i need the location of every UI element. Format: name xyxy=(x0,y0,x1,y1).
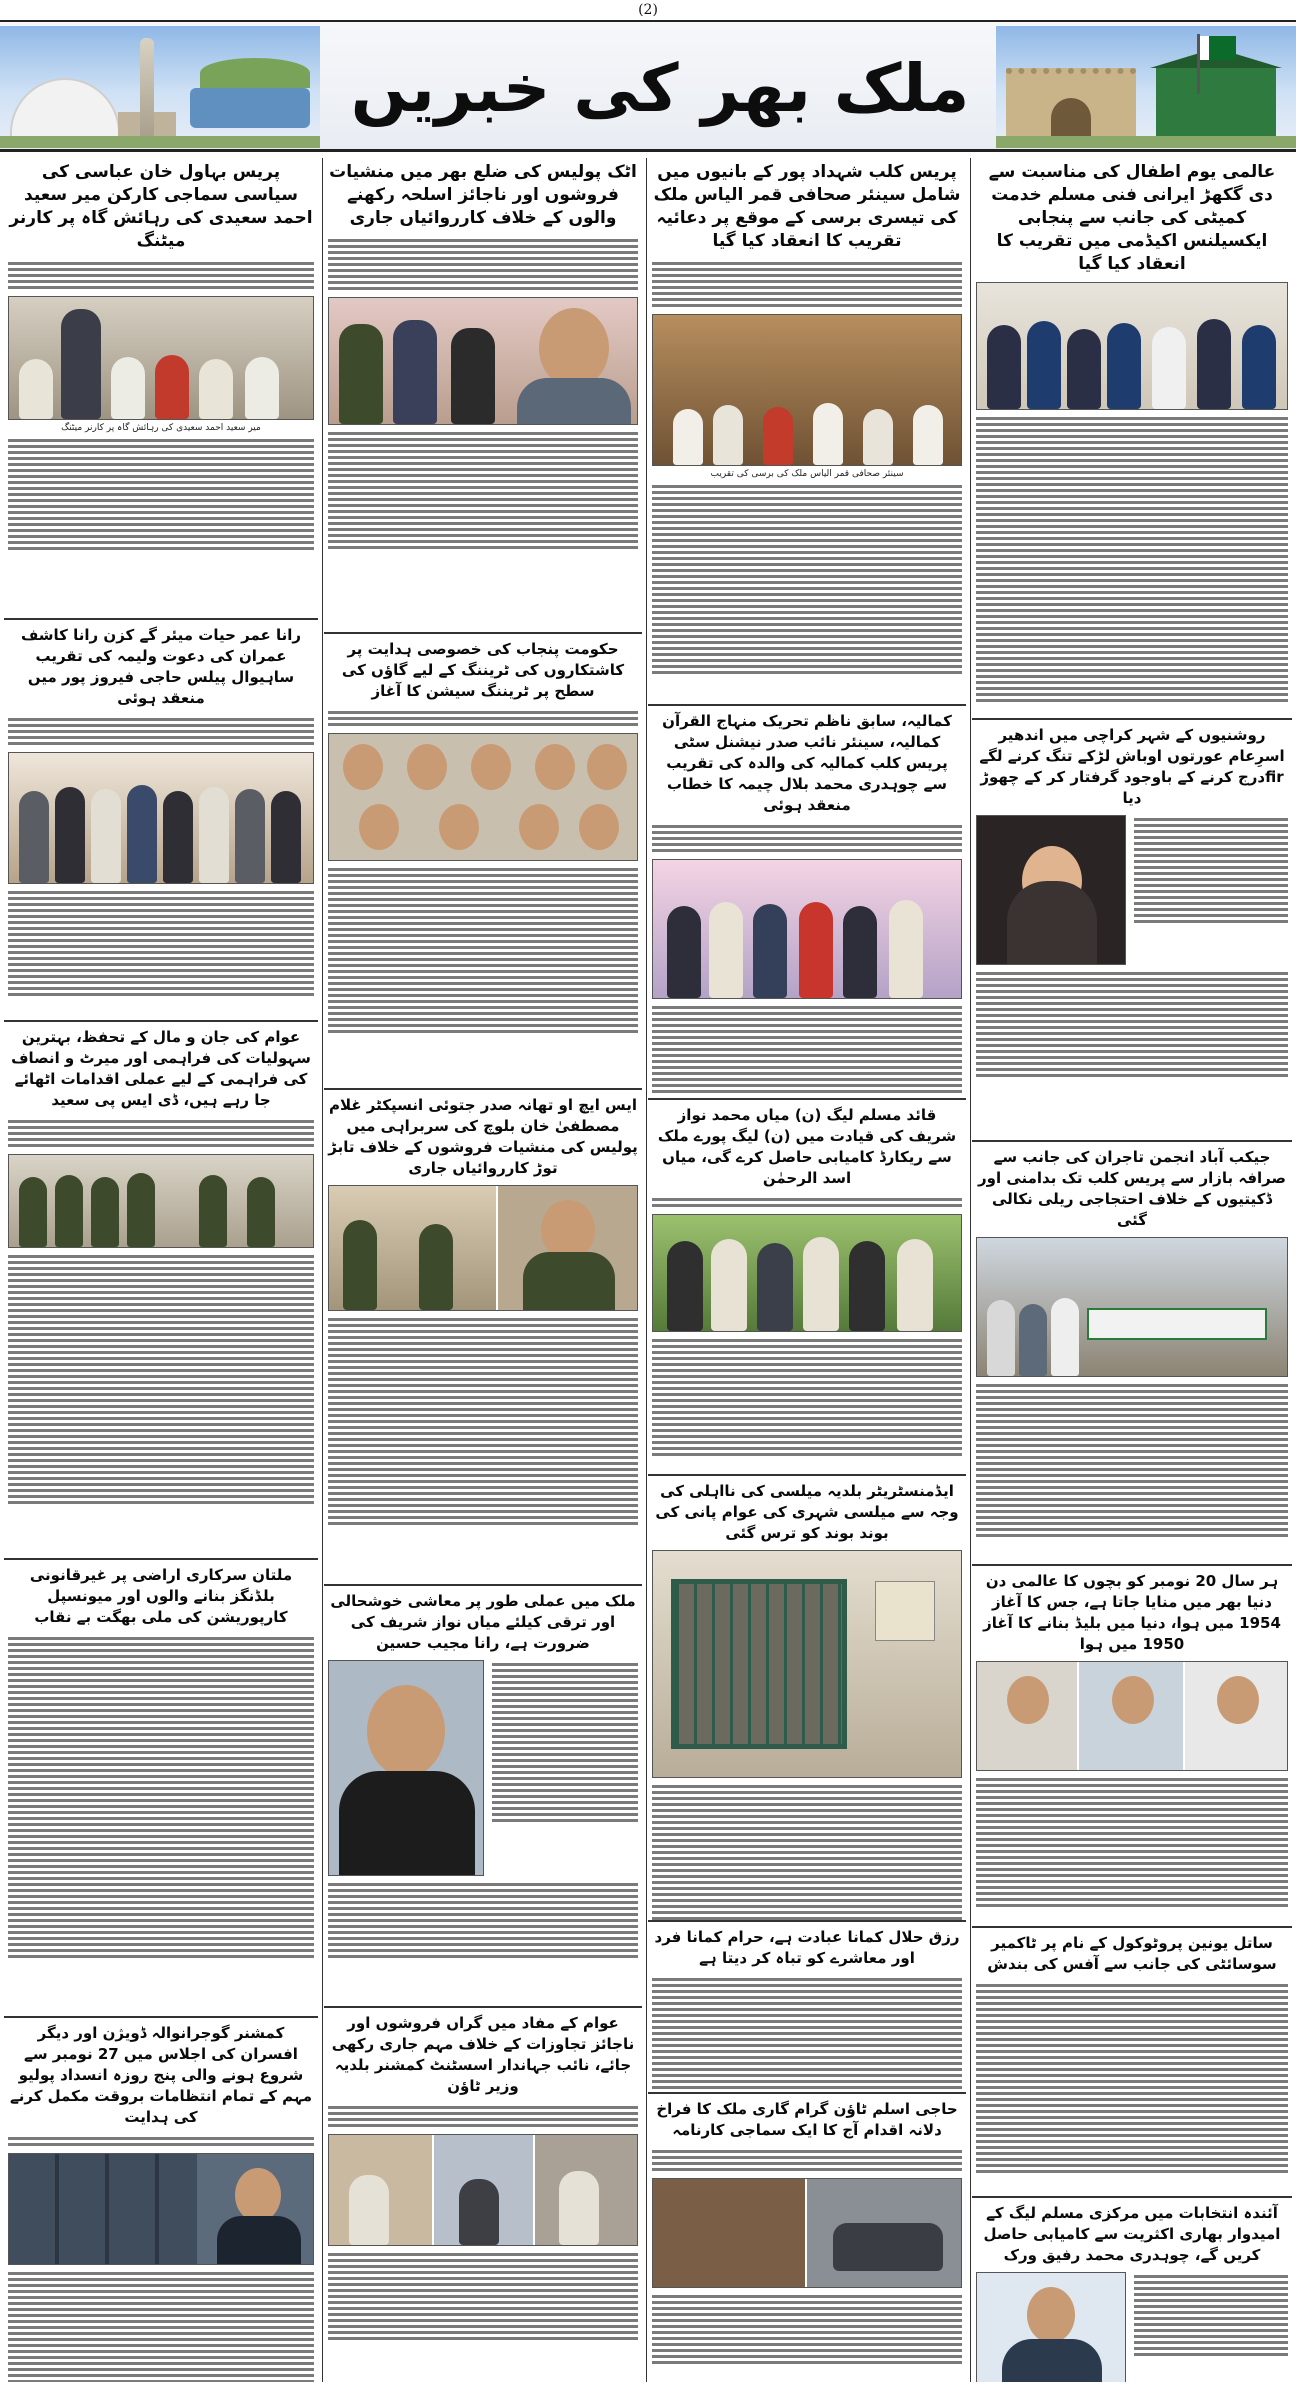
news-story[interactable] xyxy=(4,1562,318,2018)
news-story[interactable] xyxy=(648,158,966,706)
news-story[interactable] xyxy=(972,158,1292,720)
shop-and-car-photo xyxy=(652,2178,962,2288)
masthead-title: ملک بھر کی خبریں xyxy=(350,49,970,127)
news-story[interactable] xyxy=(972,1568,1292,1928)
news-story[interactable] xyxy=(324,2010,642,2382)
news-story[interactable] xyxy=(4,622,318,1022)
headline: قائد مسلم لیگ (ن) میاں محمد نواز شریف کی قیادت میں (ن) لیگ پورے ملک سے ریکارڈ کامیابی حاصل کرے گی، میاں اسد الرحمٰن xyxy=(657,1106,957,1187)
news-story[interactable] xyxy=(972,1144,1292,1566)
rana-mujeeb-portrait-photo xyxy=(328,1660,484,1876)
headline: ملتان سرکاری اراضی پر غیرقانونی بلڈنگز بنانے والوں اور میونسپل کارپوریشن کی ملی بھگت بے نقاب xyxy=(29,1566,293,1626)
headline: حکومت پنجاب کی خصوصی ہدایت پر کاشتکاروں کی ٹریننگ کے لیے گاؤں کی سطح پر ٹریننگ سیشن کا آغاز xyxy=(341,640,625,700)
memorial-gathering-photo xyxy=(652,314,962,466)
headline: ایس ایچ او تھانہ صدر جتوئی انسپکٹر غلام مصطفیٰ خان بلوچ کی سربراہی میں پولیس کی منشیات فروشوں کے خلاف تابڑ توڑ کارروائیاں جاری xyxy=(328,1096,638,1177)
article-body xyxy=(972,412,1292,707)
pakistan-flag-icon xyxy=(1200,36,1236,60)
headline: عوام کی جان و مال کے تحفظ، بہترین سہولیات کی فراہمی اور میرٹ و انصاف کی فراہمی کے لیے عملی اقدامات اٹھائے جا رہے ہیں، ڈی ایس پی سعید xyxy=(11,1028,311,1109)
police-officers-photo xyxy=(328,297,638,425)
police-parade-photo xyxy=(8,1154,314,1248)
headline: آئندہ انتخابات میں مرکزی مسلم لیگ کے امیدوار بھاری اکثریت سے کامیابی حاصل کریں گے، چوہدری محمد رفیق ورک xyxy=(983,2204,1281,2264)
headline: رانا عمر حیات میئر گے کزن رانا کاشف عمران کی دعوت ولیمہ کی تقریب ساہیوال پیلس حاجی فیروز پور میں منعقد ہوئی xyxy=(20,626,302,707)
headline: عوام کے مفاد میں گراں فروشوں اور ناجائز تجاوزات کے خلاف مہم جاری رکھی جائے، نائب جہاندار اسسٹنٹ کمشنر بلدیہ وزیر ٹاؤن xyxy=(331,2014,635,2095)
veiled-woman-photo xyxy=(976,815,1126,965)
headline: پریس کلب شہداد پور کے بانیوں میں شامل سینئر صحافی قمر الیاس ملک کی تیسری برسی کے موقع پر دعائیہ تقریب کا انعقاد کیا گیا xyxy=(653,162,961,251)
protest-rally-photo xyxy=(976,1237,1288,1377)
politician-portrait-photo xyxy=(976,2272,1126,2382)
farmers-training-collage-photo xyxy=(328,733,638,861)
news-story[interactable] xyxy=(324,636,642,1090)
news-story[interactable] xyxy=(648,1924,966,2094)
locked-gate-photo xyxy=(652,1550,962,1778)
news-story[interactable] xyxy=(648,708,966,1100)
news-story[interactable] xyxy=(648,1478,966,1922)
headline: کمالیہ، سابق ناظم تحریک منہاج القرآن کمالیہ، سینئر نائب صدر نیشنل سٹی پریس کلب کمالیہ کی والدہ کی تقریب سے چوہدری محمد بلال چیمہ کا خطاب منعقد ہوئی xyxy=(662,712,952,814)
photo-caption: میر سعید احمد سعیدی کی رہائش گاہ پر کارنر میٹنگ xyxy=(61,423,261,433)
headline: حاجی اسلم ٹاؤن گرام گاری ملک کا فراخ دلانہ اقدام آج کا ایک سماجی کارنامہ xyxy=(656,2100,958,2139)
masthead-fort-illustration xyxy=(996,26,1296,148)
news-story[interactable] xyxy=(972,2200,1292,2382)
headline: عالمی یوم اطفال کی مناسبت سے دی گکھڑ ایرانی فنی مسلم خدمت کمیٹی کی جانب سے پنجابی ایکسیلنس اکیڈمی میں تقریب کا انعقاد کیا گیا xyxy=(988,162,1276,274)
column-1 xyxy=(972,158,1292,2382)
students-photo xyxy=(976,282,1288,410)
masthead-landmarks-illustration xyxy=(0,26,320,148)
news-story[interactable] xyxy=(4,158,318,620)
masthead xyxy=(0,20,1296,152)
headline: اٹک پولیس کی ضلع بھر میں منشیات فروشوں اور ناجائز اسلحہ رکھنے والوں کے خلاف کارروائیاں جاری xyxy=(329,162,637,228)
police-raid-photo xyxy=(328,1185,638,1311)
headline: ایڈمنسٹریٹر بلدیہ میلسی کی نااہلی کی وجہ سے میلسی شہری کی عوام پانی کی بوند بوند کو ترس گئی xyxy=(655,1482,959,1542)
headline: جیکب آباد انجمن تاجران کی جانب سے صرافہ بازار سے پریس کلب تک بدامنی اور ڈکیتیوں کے خلاف احتجاجی ریلی نکالی گئی xyxy=(978,1148,1286,1229)
headline: رزق حلال کمانا عبادت ہے، حرام کمانا فرد اور معاشرے کو تباہ کر دیتا ہے xyxy=(654,1928,960,1967)
news-story[interactable] xyxy=(324,1588,642,2008)
headline: ساتل یونین پروٹوکول کے نام پر ٹاکمیر سوسائٹی کی جانب سے آفس کی بندش xyxy=(987,1934,1277,1973)
doctors-portraits-photo xyxy=(976,1661,1288,1771)
photo-caption: سینئر صحافی قمر الیاس ملک کی برسی کی تقریب xyxy=(710,469,904,479)
news-story[interactable] xyxy=(972,1930,1292,2198)
commissioner-meeting-photo xyxy=(8,2153,314,2265)
news-story[interactable] xyxy=(324,1092,642,1586)
headline: ہر سال 20 نومبر کو بچوں کا عالمی دن دنیا بھر میں منایا جاتا ہے، جس کا آغاز 1954 میں ہوا، دنیا میں بلیڈ بنانے کا آغاز 1950 میں ہوا xyxy=(983,1572,1281,1653)
wedding-reception-photo xyxy=(8,752,314,884)
page-number: (2) xyxy=(638,2,658,18)
corner-meeting-photo xyxy=(8,296,314,420)
news-story[interactable] xyxy=(4,1024,318,1560)
office-meeting-photo xyxy=(328,2134,638,2246)
headline: کمشنر گوجرانوالہ ڈویژن اور دیگر افسران کی اجلاس میں 27 نومبر سے شروع ہونے والی پنج روزہ انسداد پولیو مہم کے تمام انتظامات بروقت مکمل کرنے کی ہدایت xyxy=(9,2024,313,2126)
news-story[interactable] xyxy=(648,1102,966,1476)
news-story[interactable] xyxy=(648,2096,966,2382)
headline: روشنیوں کے شہر کراچی میں اندھیر اسرِعام عورتوں اوباش لڑکے تنگ کرنے لگے firدرج کرنے کے باوجود گرفتار کر کے چھوڑ دیا xyxy=(979,726,1285,807)
news-story[interactable] xyxy=(324,158,642,634)
headline: ملک میں عملی طور پر معاشی خوشحالی اور ترقی کیلئے میاں نواز شریف کی ضرورت ہے، رانا مجیب حسین xyxy=(330,1592,636,1652)
party-leaders-photo xyxy=(652,1214,962,1332)
column-2 xyxy=(648,158,966,2382)
ceremony-award-photo xyxy=(652,859,962,999)
news-story[interactable] xyxy=(972,722,1292,1142)
column-4 xyxy=(4,158,318,2382)
headline: پریس بہاول خان عباسی کی سیاسی سماجی کارکن میر سعید احمد سعیدی کی رہائش گاہ پر کارنر میٹنگ xyxy=(9,162,313,251)
news-story[interactable] xyxy=(4,2020,318,2382)
column-3 xyxy=(324,158,642,2382)
